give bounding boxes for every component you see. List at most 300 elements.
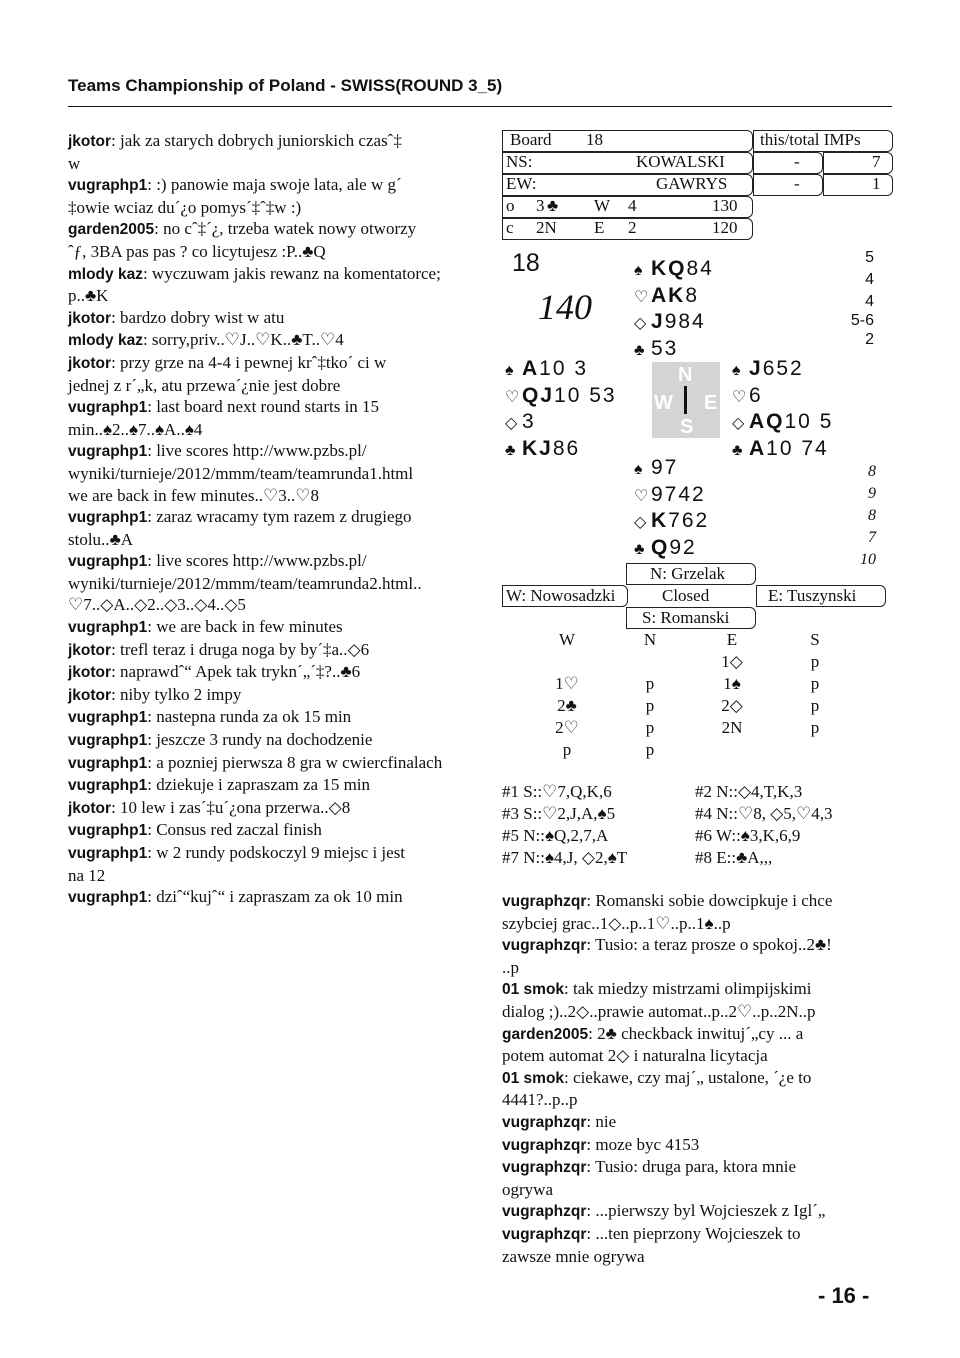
chat-text: 8: [310, 485, 319, 505]
chat-text: 6: [360, 639, 370, 659]
suit-icon: ◇: [134, 595, 148, 615]
spot-cards: 762: [668, 509, 710, 532]
chat-text: 6: [351, 662, 361, 682]
hand-suit-row: [634, 456, 709, 483]
chat-text: ..p: [713, 913, 731, 933]
chat-line: [502, 913, 892, 935]
chat-nickname: garden2005: [68, 221, 155, 239]
chat-text: : Romanski sobie dowcipkuje i chce: [586, 891, 833, 910]
chat-nickname: vugraphzqr: [502, 893, 587, 910]
chat-text: : wyczuwam jakis rewanz na komentatorce;: [142, 263, 441, 283]
suit-icon: ♠: [128, 419, 139, 439]
chat-text: : Tusio: a teraz prosze o spokoj..2: [586, 935, 815, 955]
chat-text: A..: [164, 419, 185, 439]
chat-text: : niby tylko 2 impy: [111, 684, 242, 704]
suit-icon: ◇: [616, 1046, 630, 1066]
play-record: #7 N::♠4,J, ◇2,♠T: [502, 848, 628, 867]
suit-icon: ◇: [505, 415, 518, 432]
page-number: - 16 -: [818, 1283, 870, 1308]
south-hand: [634, 456, 709, 562]
bidding-header: E: [726, 630, 738, 649]
spot-cards: 984: [664, 310, 706, 333]
chat-line: [68, 842, 460, 865]
chat-text: : dziˆ“kujˆ“ i zapraszam za ok 10 min: [147, 887, 403, 907]
north-hand: [634, 257, 714, 363]
spot-cards: 10 74: [766, 436, 829, 460]
open-score: 130: [712, 196, 738, 215]
chat-nickname: vugraphp1: [68, 777, 148, 795]
chat-line: [68, 197, 460, 219]
suit-icon: ♠: [732, 362, 741, 379]
bid-cell: 2◇: [721, 696, 743, 715]
west-hand: [505, 357, 617, 463]
chat-text: : live scores http://www.pzbs.pl/: [147, 441, 367, 461]
chat-nickname: mlody kaz: [68, 265, 143, 283]
suit-icon: ♡: [295, 485, 311, 505]
hand-suit-row: [634, 310, 714, 337]
chat-text: ‡owie wciaz du´¿o pomys´‡ˆ‡w :): [68, 197, 302, 217]
suit-icon: ♡: [319, 330, 336, 350]
chat-nickname: vugraphp1: [68, 732, 148, 750]
honour-cards: AQ: [749, 410, 785, 433]
chat-text: p..: [68, 286, 85, 306]
chat-nickname: vugraphp1: [68, 845, 148, 862]
room-label: Closed: [662, 586, 710, 605]
hand-suit-row: [505, 357, 617, 384]
bidding-header: S: [810, 630, 820, 649]
chat-line: [502, 957, 892, 979]
chat-text: checkback inwituj´„cy ... a: [616, 1023, 804, 1043]
chat-line: [68, 440, 460, 463]
suit-icon: ◇: [732, 415, 745, 432]
hcp-value: 5-6: [850, 312, 874, 329]
compass-north: N: [678, 364, 693, 386]
bid-cell: 2♣: [557, 696, 577, 715]
closed-declarer: E: [594, 218, 605, 237]
chat-text: J..: [240, 330, 256, 350]
bid-cell: 1♡: [555, 674, 579, 693]
chat-text: : we are back in few minutes: [147, 617, 343, 637]
chat-line: [68, 241, 460, 263]
chat-text: szybciej grac..1: [502, 913, 609, 933]
chat-line: [502, 1023, 892, 1046]
compass: [652, 362, 720, 438]
east-hand: [732, 357, 833, 463]
chat-nickname: vugraphzqr: [502, 1203, 587, 1221]
suit-icon: ♡: [224, 330, 241, 350]
chat-line: [68, 661, 460, 684]
suit-icon: ◇: [608, 913, 622, 933]
chat-nickname: jkotor: [68, 641, 112, 659]
deal-datum: 140: [538, 287, 592, 327]
ns-this-box: [753, 152, 823, 174]
bid-cell: p: [810, 674, 820, 693]
honour-cards: AK: [651, 283, 686, 307]
chat-text: zawsze mnie ogrywa: [502, 1246, 645, 1266]
chat-line: [68, 529, 460, 551]
honour-cards: J: [749, 357, 763, 380]
page-header: Teams Championship of Poland - SWISS(ROUND 3_5): [68, 76, 503, 95]
east-player: E: Tuszynski: [768, 586, 857, 605]
compass-divider: [684, 386, 687, 414]
chat-text: : 2: [588, 1023, 606, 1043]
chat-text: : tak miedzy mistrzami olimpijskimi: [564, 979, 812, 999]
ew-this-box: [753, 174, 823, 196]
chat-line: [502, 1156, 892, 1179]
chat-nickname: vugraphzqr: [502, 937, 587, 955]
chat-line: [68, 616, 460, 639]
chat-line: [68, 865, 460, 887]
chat-text: : Consus red zaczal finish: [147, 820, 322, 840]
compass-west: W: [654, 392, 673, 414]
chat-text: 3..: [177, 595, 195, 615]
chat-text: 2..: [111, 419, 129, 439]
honour-cards: KJ: [522, 436, 553, 460]
suit-icon: ♠: [505, 362, 514, 379]
suit-icon: ♣: [634, 341, 645, 359]
chat-text: : moze byc 4153: [586, 1134, 700, 1154]
closed-room-label: c: [506, 218, 514, 237]
chat-text: 2..: [147, 595, 165, 615]
hand-suit-row: [634, 509, 709, 536]
chat-nickname: vugraphp1: [68, 399, 148, 417]
suit-icon: ♠: [184, 419, 194, 439]
score-value: 10: [860, 551, 876, 568]
play-record: #6 W::♠3,K,6,9: [695, 826, 801, 845]
chat-line: [68, 285, 460, 307]
open-declarer: W: [594, 196, 611, 215]
hand-suit-row: [732, 384, 833, 411]
chat-line: [68, 463, 460, 485]
chat-text: wyniki/turnieje/2012/mmm/team/teamrunda1.html: [68, 463, 414, 483]
chat-text: : ...ten pieprzony Wojcieszek to: [586, 1223, 801, 1243]
suit-icon: ♠: [634, 262, 643, 279]
suit-icon: ♡: [655, 913, 671, 933]
spot-cards: 97: [651, 456, 679, 479]
chat-text: ..p..2N..p: [752, 1001, 816, 1021]
play-record: #1 S::♡7,Q,K,6: [502, 782, 612, 801]
closed-tricks: 2: [628, 218, 637, 237]
suit-icon: ♣: [109, 529, 121, 549]
suit-icon: ♡: [505, 388, 520, 406]
bidding-header: N: [643, 630, 657, 649]
chat-text: : nastepna runda za ok 15 min: [147, 707, 352, 727]
suit-icon: ◇: [634, 514, 647, 531]
chat-text: : Tusio: druga para, ktora mnie: [586, 1157, 797, 1177]
compass-east: E: [704, 392, 718, 414]
spot-cards: 10 53: [554, 383, 617, 407]
bid-cell: p: [810, 696, 820, 715]
bid-cell: 1◇: [721, 652, 743, 671]
score-value: 8: [868, 507, 876, 524]
suit-icon: ♣: [85, 286, 97, 306]
right-chat-log: [502, 890, 892, 1267]
chat-line: [68, 218, 460, 241]
honour-cards: K: [651, 509, 669, 532]
chat-line: [68, 153, 460, 175]
suit-icon: ◇: [224, 595, 238, 615]
bid-cell: p: [810, 652, 820, 671]
chat-nickname: garden2005: [502, 1025, 589, 1043]
suit-icon: ♡: [732, 388, 747, 406]
chat-line: [68, 263, 460, 286]
chat-line: [502, 1001, 892, 1023]
chat-line: [502, 1134, 892, 1157]
open-room-label: o: [506, 196, 515, 215]
spot-cards: 86: [552, 436, 581, 460]
suit-icon: ♣: [291, 330, 303, 350]
chat-text: : last board next round starts in 15: [147, 397, 380, 417]
suit-icon: ♡: [262, 485, 279, 505]
honour-cards: J: [651, 310, 665, 333]
chat-line: [68, 130, 460, 153]
chat-line: [68, 797, 460, 820]
chat-text: : sorry,priv..: [142, 330, 225, 350]
spot-cards: 652: [762, 357, 804, 380]
chat-text: : w 2 rundy podskoczyl 9 miejsc i jest: [147, 843, 406, 862]
chat-line: [68, 307, 460, 330]
suit-icon: ◇: [634, 315, 647, 332]
closed-contract: 2N: [536, 218, 557, 237]
chat-text: 4: [193, 419, 203, 439]
chat-nickname: jkotor: [68, 309, 112, 327]
board-label: Board: [510, 130, 552, 149]
south-player: S: Romanski: [642, 608, 730, 627]
chat-line: [502, 1045, 892, 1067]
header-rule: [68, 106, 892, 107]
chat-text: : naprawdˆ“ Apek tak trykn´„´‡?..: [111, 662, 341, 682]
chat-nickname: vugraphp1: [68, 619, 148, 637]
hand-suit-row: [732, 410, 833, 437]
bid-cell: 2N: [721, 718, 743, 737]
suit-icon: ♠: [634, 461, 643, 478]
chat-text: : nie: [586, 1111, 617, 1131]
chat-text: 4..: [207, 595, 225, 615]
chat-line: [68, 174, 460, 197]
bidding-header: W: [558, 630, 576, 649]
honour-cards: Q: [651, 535, 670, 559]
suit-icon: ♣: [634, 540, 645, 558]
chat-text: wyniki/turnieje/2012/mmm/team/teamrunda2.html..: [68, 573, 422, 593]
chat-line: [68, 886, 460, 909]
deal-board-number: 18: [512, 249, 540, 277]
suit-icon: ◇: [328, 797, 342, 817]
play-record: #4 N::♡8, ◇5,♡4,3: [695, 804, 833, 823]
chat-text: ..p: [502, 957, 519, 977]
honour-cards: A: [749, 436, 767, 460]
chat-text: ..p..1: [670, 913, 705, 933]
honour-cards: A: [522, 357, 540, 380]
bid-cell: p: [562, 740, 572, 759]
chat-text: 7..: [83, 595, 101, 615]
play-record: #2 N::◇4,T,K,3: [695, 782, 803, 801]
spot-cards: 3: [522, 410, 536, 433]
suit-icon: ♣: [732, 441, 743, 459]
suit-icon: ♣: [505, 441, 516, 459]
chat-text: : 10 lew i zas´‡u´¿ona przerwa..: [111, 797, 329, 817]
chat-line: [68, 639, 460, 662]
chat-text: : trefl teraz i druga noga by by´‡a..: [111, 639, 348, 659]
chat-line: [68, 550, 460, 573]
chat-text: ˆƒ, 3BA pas pas ? co licytujesz :P..: [68, 241, 303, 261]
spot-cards: 84: [686, 257, 714, 280]
chat-line: [68, 752, 460, 775]
chat-nickname: mlody kaz: [68, 332, 143, 350]
closed-score: 120: [712, 218, 738, 237]
spot-cards: 6: [749, 383, 763, 407]
hand-suit-row: [634, 284, 714, 311]
honour-cards: KQ: [651, 257, 687, 280]
suit-icon: ◇: [194, 595, 208, 615]
chat-line: [68, 684, 460, 707]
play-record: #8 E::♣A,,,: [695, 848, 773, 867]
suit-icon: ♡: [68, 595, 84, 615]
suit-icon: ♣: [302, 241, 314, 261]
suit-icon: ♡: [634, 487, 649, 505]
spot-cards: 9742: [651, 482, 706, 506]
ew-label: EW:: [506, 174, 537, 193]
chat-line: [68, 396, 460, 419]
chat-text: : bardzo dobry wist w atu: [111, 307, 285, 327]
chat-line: [502, 890, 892, 913]
ns-total-imps: 7: [872, 152, 881, 171]
hand-suit-row: [634, 337, 714, 364]
chat-text: 7..: [138, 419, 156, 439]
chat-text: : a pozniej pierwsza 8 gra w cwiercfinalach: [147, 752, 443, 772]
bid-cell: p: [810, 718, 820, 737]
chat-text: ..p..1: [621, 913, 656, 933]
chat-line: [502, 1067, 892, 1090]
chat-nickname: vugraphzqr: [502, 1159, 587, 1177]
hand-suit-row: [505, 410, 617, 437]
chat-text: !: [826, 935, 832, 955]
ew-team: GAWRYS: [656, 174, 728, 193]
hand-suit-row: [505, 437, 617, 464]
hcp-value: 5: [865, 249, 874, 266]
chat-nickname: vugraphzqr: [502, 1136, 587, 1154]
chat-text: : jeszcze 3 rundy na dochodzenie: [147, 730, 373, 750]
chat-line: [68, 819, 460, 842]
chat-text: T..: [302, 330, 320, 350]
spot-cards: 92: [669, 535, 697, 559]
suit-icon: ♠: [102, 419, 112, 439]
chat-text: : ciekawe, czy maj´„ ustalone, ´¿e to: [564, 1067, 812, 1087]
score-value: 9: [868, 485, 876, 502]
ns-total-box: [823, 152, 893, 174]
chat-text: A..: [113, 595, 135, 615]
west-player: W: Nowosadzki: [506, 586, 616, 605]
chat-line: [502, 1179, 892, 1201]
suit-icon: ◇: [100, 595, 114, 615]
chat-text: : :) panowie maja swoje lata, ale w g´: [147, 175, 402, 195]
chat-text: : przy grze na 4-4 i pewnej krˆ‡tko´ ci w: [111, 352, 387, 372]
chat-text: we are back in few minutes..: [68, 485, 263, 505]
chat-line: [68, 506, 460, 529]
hand-suit-row: [634, 536, 709, 563]
honour-cards: QJ: [522, 383, 555, 407]
open-contract-suit: ♣: [547, 196, 559, 215]
chat-nickname: 01 smok: [502, 981, 565, 999]
chat-nickname: jkotor: [68, 664, 112, 682]
bid-cell: p: [645, 718, 655, 737]
chat-line: [502, 1111, 892, 1134]
chat-line: [68, 419, 460, 441]
chat-nickname: vugraphp1: [68, 889, 148, 907]
bid-cell: 1♠: [723, 674, 741, 693]
score-value: 8: [868, 463, 876, 480]
chat-nickname: jkotor: [68, 354, 112, 372]
north-player: N: Grzelak: [650, 564, 726, 583]
suit-icon: ♡: [255, 330, 271, 350]
ew-total-imps: 1: [872, 174, 881, 193]
chat-text: i naturalna licytacja: [629, 1046, 768, 1066]
hcp-value: 4: [865, 293, 874, 310]
hand-suit-row: [634, 257, 714, 284]
spot-cards: 10 3: [539, 357, 589, 380]
hand-suit-row: [634, 483, 709, 510]
chat-nickname: vugraphp1: [68, 509, 148, 527]
chat-text: : dziekuje i zapraszam za 15 min: [147, 775, 371, 795]
chat-line: [502, 1089, 892, 1111]
chat-text: : ...pierwszy byl Wojcieszek z Igl´„: [586, 1201, 826, 1221]
suit-icon: ♣: [340, 662, 352, 682]
chat-text: min..: [68, 419, 103, 439]
ew-total-box: [823, 174, 893, 196]
chat-line: [68, 706, 460, 729]
chat-text: : zaraz wracamy tym razem z drugiego: [147, 507, 412, 527]
chat-text: 3..: [278, 485, 296, 505]
chat-nickname: jkotor: [68, 799, 112, 817]
chat-text: A: [120, 529, 133, 549]
chat-text: potem automat 2: [502, 1046, 617, 1066]
hcp-value: 4: [865, 271, 874, 288]
chat-nickname: jkotor: [68, 133, 112, 150]
play-record: #3 S::♡2,J,A,♠5: [502, 804, 616, 823]
chat-text: dialog ;)..2: [502, 1001, 577, 1021]
suit-icon: ♡: [736, 1001, 753, 1021]
chat-line: [68, 729, 460, 752]
score-value: 7: [868, 529, 876, 546]
hand-suit-row: [505, 384, 617, 411]
chat-line: [68, 329, 460, 352]
chat-line: [68, 352, 460, 375]
chat-nickname: 01 smok: [502, 1069, 565, 1087]
left-chat-log: [68, 130, 460, 909]
suit-icon: ♠: [155, 419, 165, 439]
chat-text: Q: [313, 241, 326, 261]
chat-line: [68, 774, 460, 797]
spot-cards: 53: [651, 336, 679, 360]
chat-line: [68, 485, 460, 507]
ns-team: KOWALSKI: [636, 152, 725, 171]
chat-line: [502, 1223, 892, 1246]
suit-icon: ◇: [576, 1001, 590, 1021]
chat-text: na 12: [68, 865, 106, 885]
chat-text: 8: [341, 797, 351, 817]
suit-icon: ♣: [605, 1023, 617, 1043]
chat-nickname: vugraphzqr: [502, 1225, 587, 1243]
chat-text: K: [96, 286, 109, 306]
chat-text: jednej z r´„k, atu przewa´¿nie jest dobre: [68, 375, 341, 395]
chat-nickname: vugraphp1: [68, 443, 148, 461]
spot-cards: 10 5: [784, 410, 834, 433]
suit-icon: ◇: [347, 639, 361, 659]
chat-nickname: vugraphp1: [68, 177, 148, 195]
hand-suit-row: [732, 437, 833, 464]
suit-icon: ◇: [164, 595, 178, 615]
chat-text: : live scores http://www.pzbs.pl/: [147, 551, 367, 571]
bid-cell: p: [645, 740, 655, 759]
